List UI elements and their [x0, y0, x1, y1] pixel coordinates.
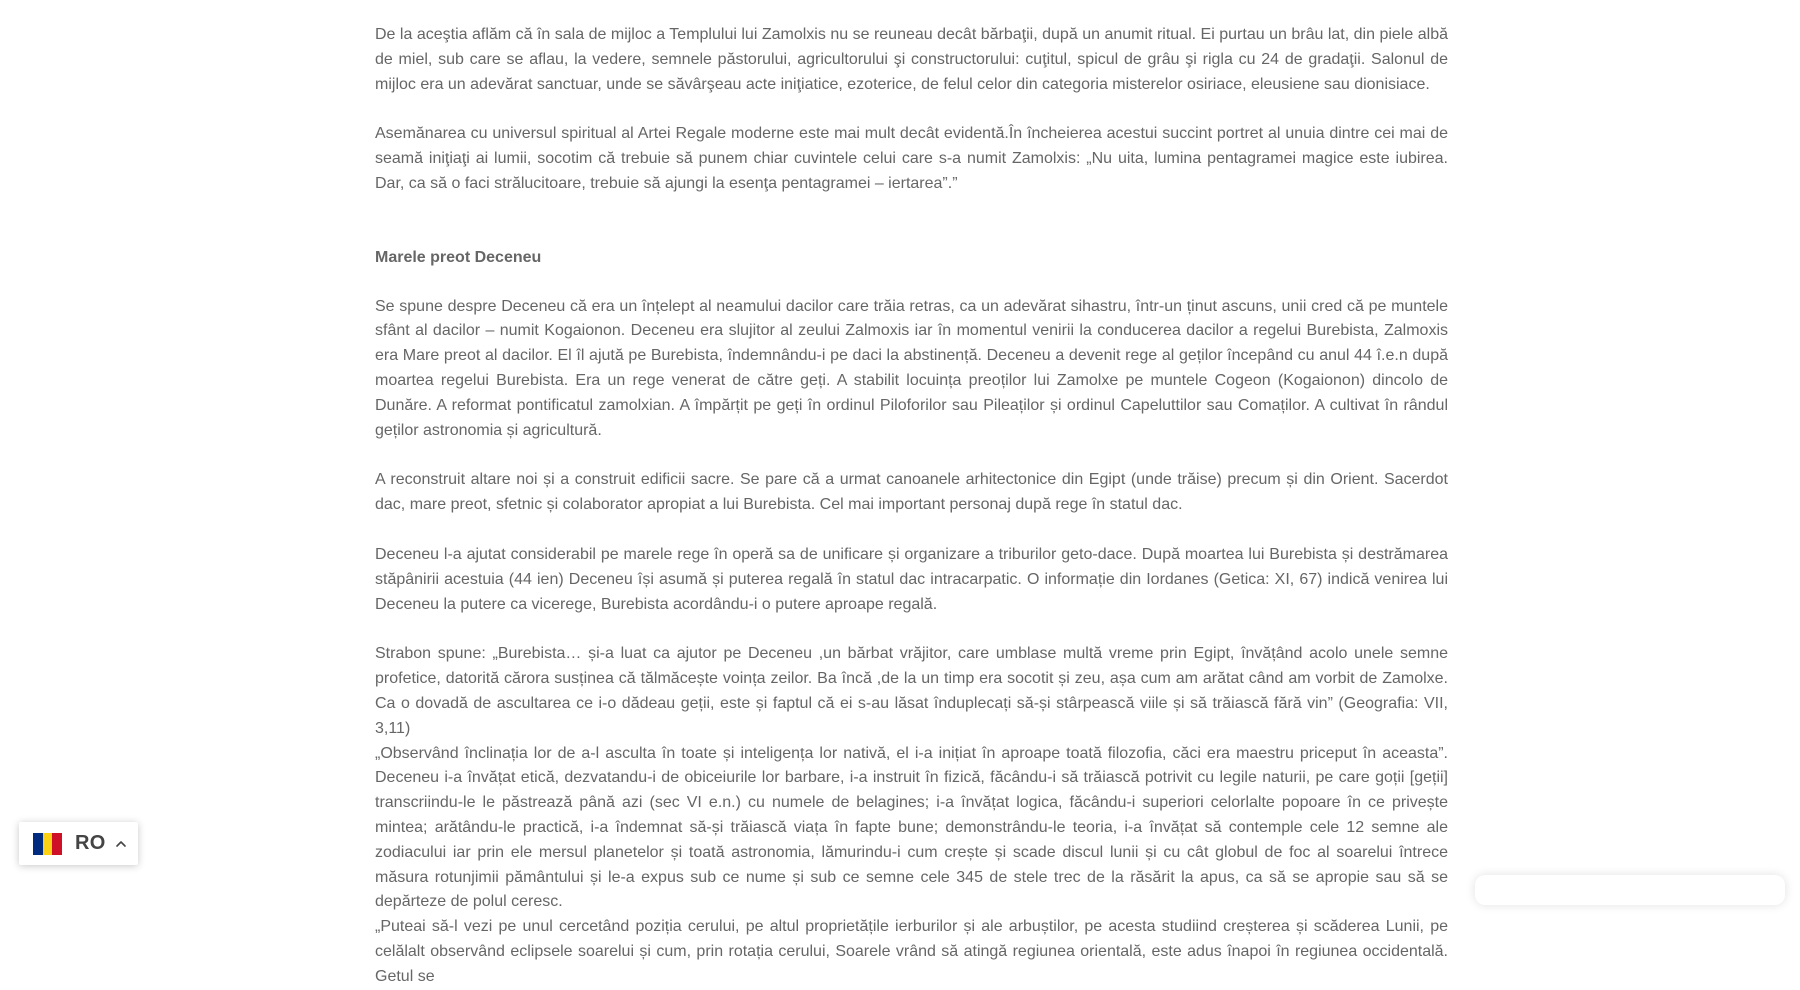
- floating-widget-panel[interactable]: [1475, 875, 1785, 905]
- article-paragraph: A reconstruit altare noi și a construit edificii sacre. Se pare că a urmat canoanele arhitectonice din Egipt (unde trăise) precum și din Orient. Sacerdot dac, mare preot, sfetnic și colaborator apropiat a lui Burebista. Cel mai important personaj după rege în statul dac.: [375, 471, 1448, 514]
- language-code: RO: [75, 832, 106, 854]
- article-paragraph: De la aceştia aflăm că în sala de mijloc a Templului lui Zamolxis nu se reuneau decât bărbaţii, după un anumit ritual. Ei purtau un brâu lat, din piele albă de miel, sub care se aflau, la vedere, semnele păstorului, agricultorului şi constructorului: cuţitul, spicul de grâu şi rigla cu 24 de gradaţii. Salonul de mijloc era un adevărat sanctuar, unde se săvârşeau acte iniţiatice, ezoterice, de felul celor din categoria misterelor osiriace, eleusiene sau dionisiace.: [375, 26, 1448, 93]
- article-body: [375, 23, 1448, 990]
- chevron-up-icon: [115, 838, 127, 850]
- flag-stripe-blue: [33, 833, 43, 855]
- quote-paragraph: „Puteai să-l vezi pe unul cercetând poziția cerului, pe altul proprietățile ierburilor și ale arbuștilor, pe acesta studiind creșterea și scăderea Lunii, pe celălalt observând eclipsele soarelui și cum, prin rotația cerului, Soarele vrând să atingă regiunea orientală, este adus înapoi în regiunea occidentală. Getul se: [375, 918, 1448, 985]
- article-paragraph: Deceneu l-a ajutat considerabil pe marele rege în operă sa de unificare și organizare a triburilor geto-dace. După moartea lui Burebista și destrămarea stăpânirii acestuia (44 ien) Deceneu își asumă și puterea regală în statul dac intracarpatic. O informație din Iordanes (Getica: XI, 67) indică venirea lui Deceneu la putere ca vicerege, Burebista acordându-i o putere aproape regală.: [375, 545, 1448, 613]
- section-heading: Marele preot Deceneu: [375, 248, 542, 266]
- romania-flag-icon: [33, 833, 62, 855]
- article-paragraph: Se spune despre Deceneu că era un înțelept al neamului dacilor care trăia retras, ca un adevărat sihastru, într-un ținut ascuns, unii cred că pe muntele sfânt al dacilor – numit Kogaionon. Deceneu era slujitor al zeului Zalmoxis iar în momentul venirii la conducerea dacilor a regelui Burebista, Zalmoxis era Mare preot al dacilor. El îl ajută pe Burebista, îndemnându-i pe daci la abstinență. Deceneu a devenit rege al geților începând cu anul 44 î.e.n după moartea regelui Burebista. Era un rege venerat de către geți. A stabilit locuința preoților lui Zamolxe pe muntele Cogeon (Kogaionon) dincolo de Dunăre. A reformat pontificatul zamolxian. A împărțit pe geți în ordinul Piloforilor sau Pileaților și ordinul Capeluttilor sau Comaților. A cultivat în rândul geților astronomia și agricultură.: [375, 297, 1448, 439]
- quote-paragraph: „Observând înclinația lor de a-l asculta în toate și inteligența lor nativă, el i-a inițiat în aproape toată filozofia, căci era maestru priceput în aceasta”. Deceneu i-a învățat etică, dezvatandu-i de obiceiurile lor barbare, i-a instruit în fizică, făcându-i să trăiască potrivit cu legile naturii, pe care goții [geții] transcriindu-le le păstrează până azi (sec VI e.n.) cu numele de belagines; i-a învățat logica, făcându-i superiori celorlalte popoare în ce privește mintea; arătându-le practică, i-a îndemnat să-și trăiască viața în fapte bune; demonstrându-le teoria, i-a învățat să contemple cele 12 semne ale zodiacului iar prin ele mersul planetelor și toată astronomia, lămurindu-i cum crește și scade discul lunii și cu cât globul de foc al soarelui întrece măsura rotunjimii pământului și le-a expus sub ce nume și sub ce semne cele 345 de stele trec de la răsărit la apus, ca să se apropie sau să se depărteze de polul ceresc.: [375, 744, 1448, 911]
- flag-stripe-yellow: [43, 833, 53, 855]
- article-paragraph: Asemănarea cu universul spiritual al Artei Regale moderne este mai mult decât evidentă.În încheierea acestui succint portret al unuia dintre cei mai de seamă iniţiaţi ai lumii, socotim că trebuie să punem chiar cuvintele celui care s-a numit Zamolxis: „Nu uita, lumina pentagramei magice este iubirea. Dar, ca să o faci strălucitoare, trebuie să ajungi la esenţa pentagramei – iertarea”.”: [375, 125, 1448, 192]
- language-switcher[interactable]: [19, 822, 138, 865]
- quote-paragraph: Strabon spune: „Burebista… și-a luat ca ajutor pe Deceneu ,un bărbat vrăjitor, care umblase multă vreme prin Egipt, învățând acolo unele semne profetice, datorită cărora susținea că tălmăcește voința zeilor. Ba încă ,de la un timp era socotit și zeu, așa cum am arătat când am vorbit de Zamolxe. Ca o dovadă de ascultarea ce i-o dădeau geții, este și faptul că ei s-au lăsat înduplecați să-și stârpească viile și să trăiască fără vin” (Geografia: VII, 3,11): [375, 645, 1448, 737]
- flag-stripe-red: [52, 833, 62, 855]
